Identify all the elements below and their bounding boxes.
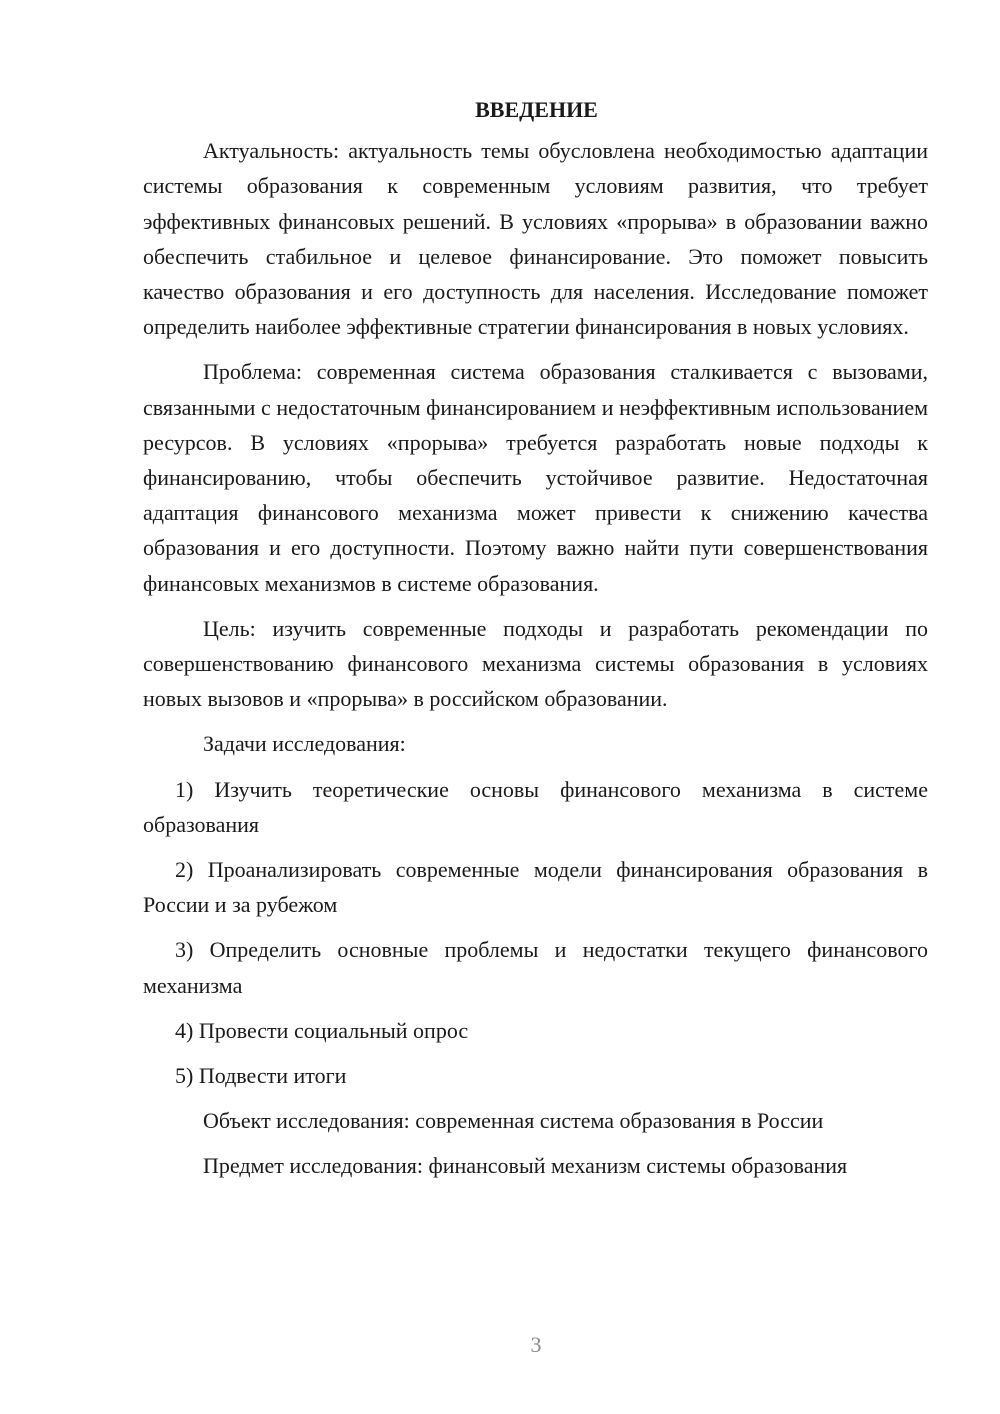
page-content <box>143 92 928 1184</box>
paragraph-problem: Проблема: современная система образования сталкивается с вызовами, связанными с недостаточным финансированием и неэффективным использованием ресурсов. В условиях «прорыва» требуется разработать новые подходы к финансированию, чтобы обеспечить устойчивое развитие. Недостаточная адаптация финансового механизма может привести к снижению качества образования и его доступности. Поэтому важно найти пути совершенствования финансовых механизмов в системе образования. <box>143 359 928 596</box>
paragraph-object: Объект исследования: современная система образования в России <box>203 1108 824 1134</box>
page-number: 3 <box>530 1332 542 1357</box>
tasks-list <box>143 772 928 1094</box>
paragraph-subject: Предмет исследования: финансовый механизм системы образования <box>203 1153 848 1179</box>
list-item: 3) Определить основные проблемы и недостатки текущего финансового механизма <box>143 937 928 998</box>
list-item: 5) Подвести итоги <box>175 1063 347 1089</box>
paragraph-goal: Цель: изучить современные подходы и разработать рекомендации по совершенствованию финансового механизма системы образования в условиях новых вызовов и «прорыва» в российском образовании. <box>143 615 928 712</box>
paragraph-relevance: Актуальность: актуальность темы обусловлена необходимостью адаптации системы образования к современным условиям развития, что требует эффективных финансовых решений. В условиях «прорыва» в образовании важно обеспечить стабильное и целевое финансирование. Это поможет повысить качество образования и его доступность для населения. Исследование поможет определить наиболее эффективные стратегии финансирования в новых условиях. <box>143 138 928 340</box>
list-item: 2) Проанализировать современные модели финансирования образования в России и за рубежом <box>143 857 928 918</box>
list-item: 1) Изучить теоретические основы финансового механизма в системе образования <box>143 776 928 837</box>
tasks-heading: Задачи исследования: <box>203 731 406 757</box>
page-title: ВВЕДЕНИЕ <box>475 97 598 122</box>
list-item: 4) Провести социальный опрос <box>175 1017 469 1043</box>
